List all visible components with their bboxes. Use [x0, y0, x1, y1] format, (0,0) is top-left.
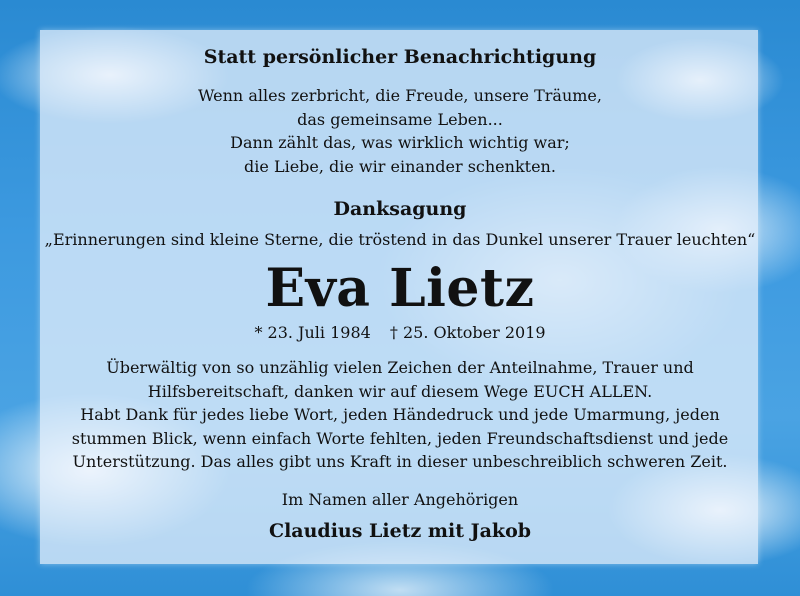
poem-line: Dann zählt das, was wirklich wichtig war; [230, 133, 570, 152]
birth-date: * 23. Juli 1984 [254, 323, 371, 342]
quote: „Erinnerungen sind kleine Sterne, die tröstend in das Dunkel unserer Trauer leuchten“ [44, 230, 756, 249]
poem-line: die Liebe, die wir einander schenkten. [244, 156, 556, 176]
on-behalf-line: Im Namen aller Angehörigen [281, 490, 519, 509]
signers: Claudius Lietz mit Jakob [268, 520, 532, 542]
thanks-message [0, 356, 800, 474]
message-line: Habt Dank für jedes liebe Wort, jeden Händedruck und jede Umarmung, jeden [80, 405, 720, 424]
life-dates [0, 323, 800, 342]
poem [0, 84, 800, 178]
message-line: stummen Blick, wenn einfach Worte fehlten, jeden Freundschaftsdienst und jede [71, 428, 729, 448]
deceased-name: Eva Lietz [265, 258, 535, 319]
message-line: Überwältig von so unzählig vielen Zeichen der Anteilnahme, Trauer und [106, 358, 694, 377]
death-date: † 25. Oktober 2019 [389, 323, 546, 342]
message-line: Unterstützung. Das alles gibt uns Kraft in dieser unbeschreiblich schweren Zeit. [72, 452, 728, 471]
poem-line: das gemeinsame Leben... [297, 109, 503, 129]
notice-header: Statt persönlicher Benachrichtigung [203, 46, 597, 68]
danksagung-heading: Danksagung [333, 198, 467, 220]
message-line: Hilfsbereitschaft, danken wir auf diesem Wege EUCH ALLEN. [147, 381, 653, 401]
poem-line: Wenn alles zerbricht, die Freude, unsere Träume, [198, 86, 602, 105]
